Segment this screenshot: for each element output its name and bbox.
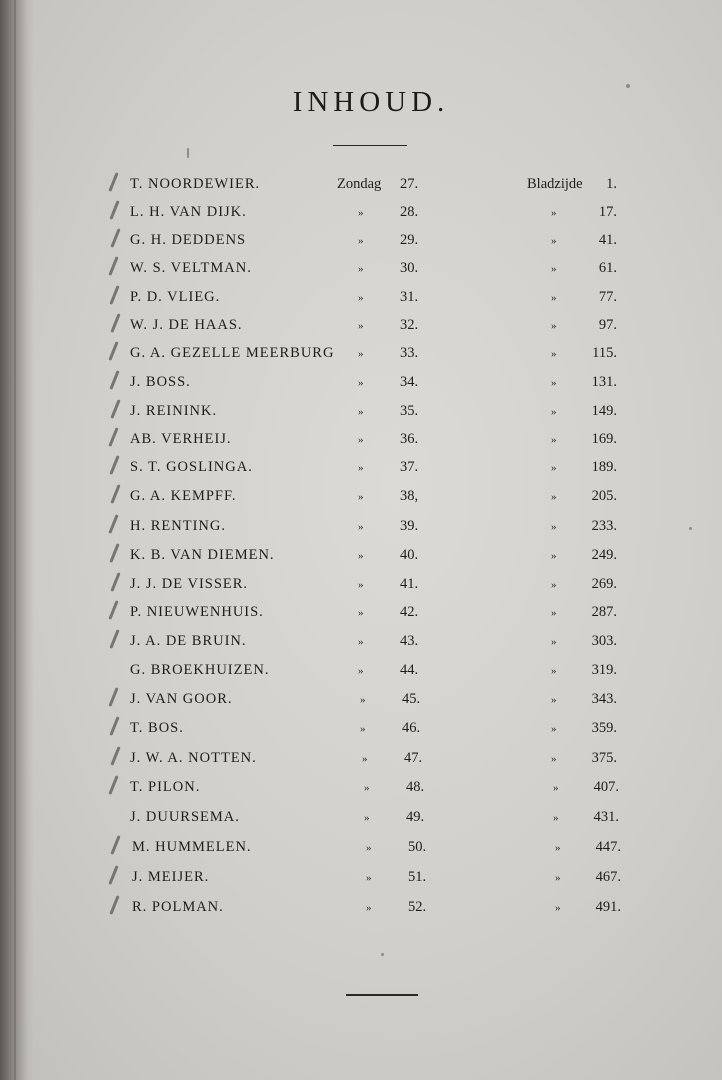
- ditto-mark: »: [358, 434, 364, 446]
- ditto-mark: »: [551, 263, 557, 275]
- zondag-number: 34.: [400, 374, 419, 390]
- zondag-number: 27.: [400, 176, 419, 192]
- table-row: [0, 547, 722, 573]
- zondag-number: 51.: [408, 869, 427, 885]
- ditto-mark: »: [555, 872, 561, 884]
- pencil-tick-mark: [108, 514, 118, 534]
- entry-name: J. BOSS.: [130, 374, 191, 390]
- entry-name: W. J. DE HAAS.: [130, 317, 243, 333]
- pencil-tick-mark: [108, 687, 118, 707]
- table-row: [0, 899, 722, 925]
- pencil-tick-mark: [110, 572, 120, 592]
- table-row: [0, 633, 722, 659]
- ditto-mark: »: [551, 550, 557, 562]
- zondag-number: 38,: [400, 488, 419, 504]
- zondag-number: 48.: [406, 779, 425, 795]
- page-number: 303.: [591, 633, 617, 649]
- zondag-number: 41.: [400, 576, 419, 592]
- pencil-tick-mark: [110, 313, 120, 333]
- entry-name: T. NOORDEWIER.: [130, 176, 261, 192]
- ditto-mark: »: [551, 320, 557, 332]
- page-number: 375.: [591, 750, 617, 766]
- ditto-mark: »: [358, 263, 364, 275]
- ditto-mark: »: [551, 491, 557, 503]
- ditto-mark: »: [551, 579, 557, 591]
- ditto-mark: »: [551, 753, 557, 765]
- entry-name: J. W. A. NOTTEN.: [130, 750, 257, 766]
- pencil-tick-mark: [109, 716, 119, 736]
- page-number: 287.: [591, 604, 617, 620]
- ditto-mark: »: [358, 377, 364, 389]
- entry-name: T. BOS.: [130, 720, 184, 736]
- bladzijde-label: Bladzijde: [527, 176, 583, 192]
- pencil-tick-mark: [108, 341, 118, 361]
- ditto-mark: »: [360, 694, 366, 706]
- zondag-number: 46.: [402, 720, 421, 736]
- ditto-mark: »: [551, 292, 557, 304]
- ditto-mark: »: [358, 579, 364, 591]
- table-row: [0, 176, 722, 202]
- page-number: 1.: [606, 176, 617, 192]
- ditto-mark: »: [358, 207, 364, 219]
- page-number: 77.: [598, 289, 617, 305]
- table-row: [0, 869, 722, 895]
- entry-name: S. T. GOSLINGA.: [130, 459, 253, 475]
- pencil-tick-mark: [110, 399, 120, 419]
- zondag-number: 35.: [400, 403, 419, 419]
- page-number: 61.: [598, 260, 617, 276]
- ditto-mark: »: [358, 636, 364, 648]
- zondag-number: 40.: [400, 547, 419, 563]
- entry-name: J. REININK.: [130, 403, 218, 419]
- page-number: 467.: [595, 869, 621, 885]
- ditto-mark: »: [358, 491, 364, 503]
- ditto-mark: »: [358, 406, 364, 418]
- pencil-tick-mark: [109, 629, 119, 649]
- page-number: 447.: [595, 839, 621, 855]
- zondag-number: 37.: [400, 459, 419, 475]
- ditto-mark: »: [362, 753, 368, 765]
- entry-name: H. RENTING.: [130, 518, 226, 534]
- ditto-mark: »: [551, 521, 557, 533]
- ditto-mark: »: [358, 550, 364, 562]
- ditto-mark: »: [551, 207, 557, 219]
- pencil-tick-mark: [108, 600, 118, 620]
- page-number: 343.: [591, 691, 617, 707]
- entry-name: G. A. GEZELLE MEERBURG: [130, 345, 335, 361]
- table-row: [0, 317, 722, 343]
- page-number: 115.: [592, 345, 617, 361]
- ditto-mark: »: [553, 812, 559, 824]
- ditto-mark: »: [551, 406, 557, 418]
- pencil-tick-mark: [110, 484, 120, 504]
- ditto-mark: »: [551, 665, 557, 677]
- entry-name: G. BROEKHUIZEN.: [130, 662, 270, 678]
- ditto-mark: »: [551, 377, 557, 389]
- pencil-tick-mark: [109, 543, 119, 563]
- ditto-mark: »: [555, 842, 561, 854]
- ditto-mark: »: [366, 902, 372, 914]
- zondag-number: 31.: [400, 289, 419, 305]
- table-row: [0, 809, 722, 835]
- entry-name: J. J. DE VISSER.: [130, 576, 249, 592]
- pencil-tick-mark: [109, 285, 119, 305]
- page-number: 205.: [591, 488, 617, 504]
- zondag-number: 43.: [400, 633, 419, 649]
- ditto-mark: »: [553, 782, 559, 794]
- table-row: [0, 691, 722, 717]
- bottom-rule: [346, 994, 418, 996]
- entry-name: AB. VERHEIJ.: [130, 431, 232, 447]
- page-number: 97.: [598, 317, 617, 333]
- entry-name: P. NIEUWENHUIS.: [130, 604, 264, 620]
- page-number: 269.: [591, 576, 617, 592]
- pencil-tick-mark: [108, 256, 118, 276]
- ditto-mark: »: [551, 694, 557, 706]
- paper-speck: [626, 84, 630, 88]
- table-row: [0, 720, 722, 746]
- entry-name: P. D. VLIEG.: [130, 289, 221, 305]
- zondag-number: 47.: [404, 750, 423, 766]
- zondag-label: Zondag: [337, 176, 382, 192]
- ditto-mark: »: [358, 320, 364, 332]
- page-number: 319.: [591, 662, 617, 678]
- pencil-tick-mark: [108, 427, 118, 447]
- pencil-tick-mark: [109, 200, 119, 220]
- table-row: [0, 779, 722, 805]
- zondag-number: 36.: [400, 431, 419, 447]
- zondag-number: 50.: [408, 839, 427, 855]
- ditto-mark: »: [360, 723, 366, 735]
- ditto-mark: »: [366, 872, 372, 884]
- page-title: INHOUD.: [292, 86, 450, 118]
- ditto-mark: »: [364, 782, 370, 794]
- table-row: [0, 839, 722, 865]
- paper-speck: [381, 953, 384, 956]
- page-number: 407.: [593, 779, 619, 795]
- page-number: 189.: [591, 459, 617, 475]
- ditto-mark: »: [555, 902, 561, 914]
- table-row: [0, 431, 722, 457]
- table-row: [0, 204, 722, 230]
- table-row: [0, 289, 722, 315]
- table-row: [0, 576, 722, 602]
- table-row: [0, 403, 722, 429]
- pencil-tick-mark: [109, 895, 119, 915]
- entry-name: J. DUURSEMA.: [130, 809, 240, 825]
- ditto-mark: »: [551, 636, 557, 648]
- table-row: [0, 662, 722, 688]
- ditto-mark: »: [551, 607, 557, 619]
- table-row: [0, 232, 722, 258]
- ditto-mark: »: [551, 434, 557, 446]
- page-number: 249.: [591, 547, 617, 563]
- paper-speck: [689, 527, 692, 530]
- zondag-number: 39.: [400, 518, 419, 534]
- entry-name: R. POLMAN.: [132, 899, 224, 915]
- zondag-number: 44.: [400, 662, 419, 678]
- entry-name: J. VAN GOOR.: [130, 691, 233, 707]
- ditto-mark: »: [551, 462, 557, 474]
- ditto-mark: »: [364, 812, 370, 824]
- zondag-number: 45.: [402, 691, 421, 707]
- zondag-number: 49.: [406, 809, 425, 825]
- page-number: 431.: [593, 809, 619, 825]
- pencil-tick-mark: [109, 455, 119, 475]
- table-row: [0, 518, 722, 544]
- title-rule: [333, 145, 407, 146]
- page-number: 169.: [591, 431, 617, 447]
- ditto-mark: »: [551, 348, 557, 360]
- zondag-number: 52.: [408, 899, 427, 915]
- entry-name: M. HUMMELEN.: [132, 839, 252, 855]
- table-row: [0, 374, 722, 400]
- ditto-mark: »: [358, 462, 364, 474]
- page-number: 131.: [591, 374, 617, 390]
- page-number: 149.: [591, 403, 617, 419]
- entry-name: J. MEIJER.: [132, 869, 210, 885]
- entry-name: L. H. VAN DIJK.: [130, 204, 247, 220]
- zondag-number: 29.: [400, 232, 419, 248]
- pencil-tick-mark: [108, 172, 118, 192]
- table-row: [0, 345, 722, 371]
- ditto-mark: »: [358, 521, 364, 533]
- ditto-mark: »: [358, 348, 364, 360]
- table-row: [0, 604, 722, 630]
- zondag-number: 30.: [400, 260, 419, 276]
- entry-name: G. H. DEDDENS: [130, 232, 247, 248]
- ditto-mark: »: [366, 842, 372, 854]
- ditto-mark: »: [551, 723, 557, 735]
- page-number: 17.: [598, 204, 617, 220]
- pencil-tick-mark: [109, 370, 119, 390]
- pencil-tick-mark: [110, 835, 120, 855]
- table-row: [0, 488, 722, 514]
- page-number: 359.: [591, 720, 617, 736]
- ditto-mark: »: [358, 665, 364, 677]
- pencil-tick-mark: [108, 775, 118, 795]
- zondag-number: 42.: [400, 604, 419, 620]
- zondag-number: 33.: [400, 345, 419, 361]
- entry-name: W. S. VELTMAN.: [130, 260, 252, 276]
- page-number: 233.: [591, 518, 617, 534]
- entry-name: K. B. VAN DIEMEN.: [130, 547, 275, 563]
- table-row: [0, 750, 722, 776]
- entry-name: J. A. DE BRUIN.: [130, 633, 247, 649]
- ditto-mark: »: [358, 235, 364, 247]
- pencil-tick-mark: [108, 865, 118, 885]
- pencil-tick-mark: [110, 228, 120, 248]
- page-number: 41.: [598, 232, 617, 248]
- ditto-mark: »: [551, 235, 557, 247]
- table-row: [0, 260, 722, 286]
- zondag-number: 32.: [400, 317, 419, 333]
- entry-name: T. PILON.: [130, 779, 201, 795]
- table-row: [0, 459, 722, 485]
- paper-speck: [187, 148, 189, 158]
- ditto-mark: »: [358, 292, 364, 304]
- zondag-number: 28.: [400, 204, 419, 220]
- ditto-mark: »: [358, 607, 364, 619]
- pencil-tick-mark: [110, 746, 120, 766]
- entry-name: G. A. KEMPFF.: [130, 488, 237, 504]
- page-number: 491.: [595, 899, 621, 915]
